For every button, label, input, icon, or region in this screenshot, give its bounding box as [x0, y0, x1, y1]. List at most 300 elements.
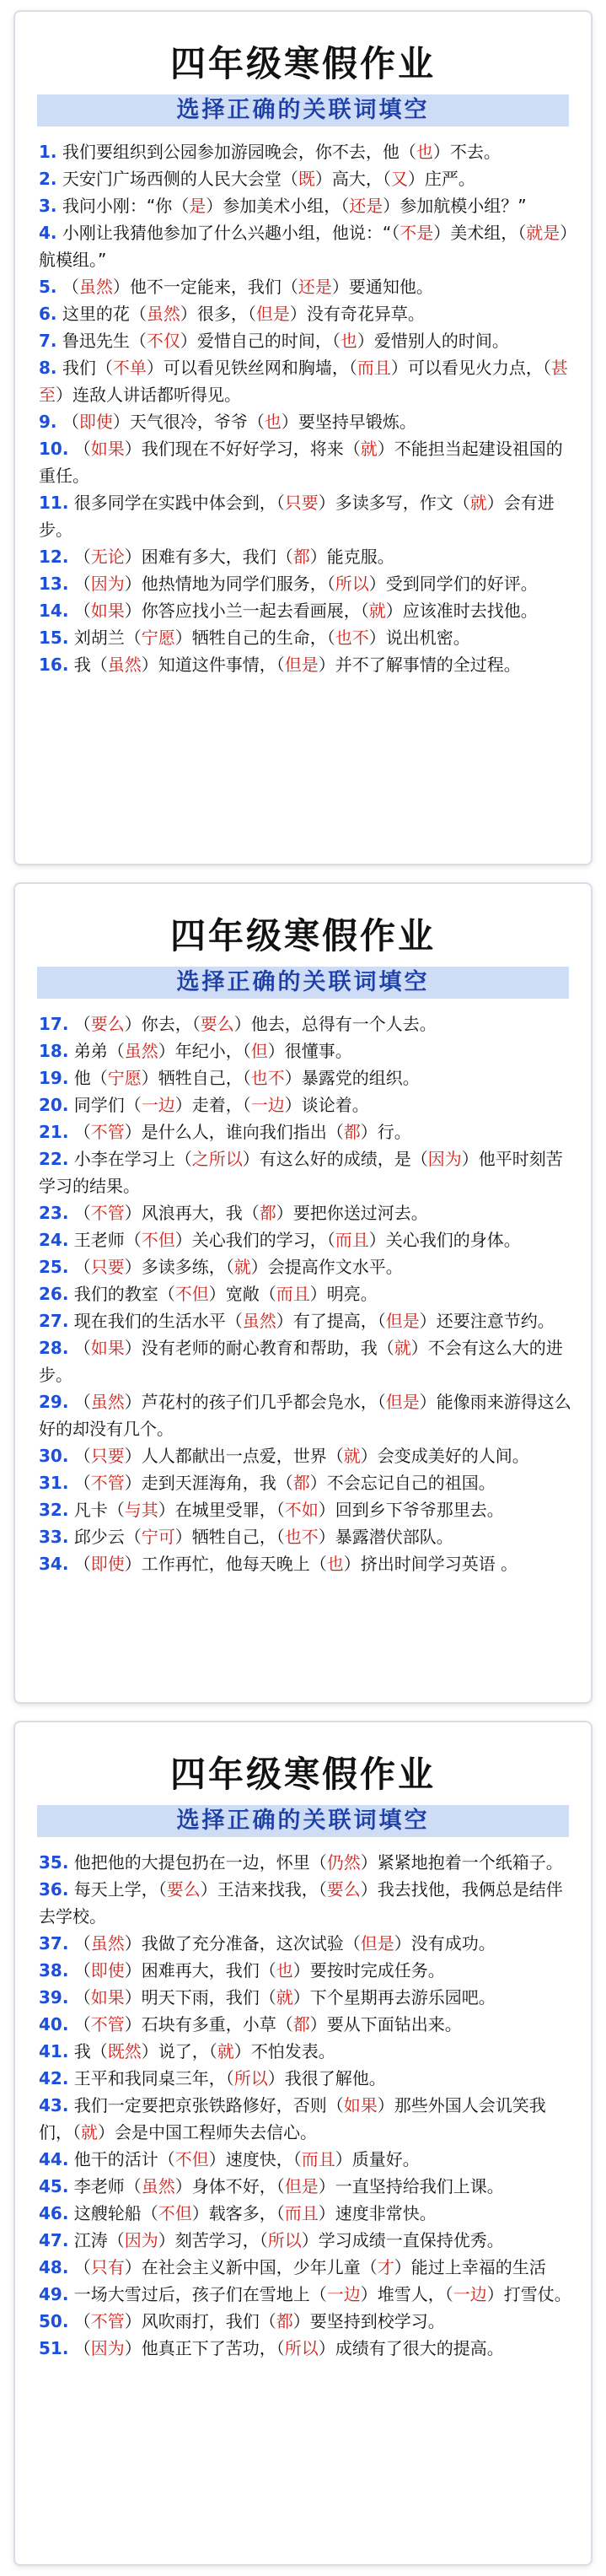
question-text: 他（ — [73, 1068, 108, 1088]
question-text: ）爱惜自己的时间，（ — [180, 331, 341, 351]
answer-word: 还是 — [349, 196, 383, 216]
question-number: 20. — [39, 1095, 69, 1115]
question-text: ）可以看见火力点，（ — [390, 358, 551, 378]
question-text: ）走着，（ — [174, 1095, 251, 1115]
question-text: ）能克服。 — [309, 547, 394, 567]
answer-word: 虽然 — [107, 655, 142, 675]
question-text: 我问小刚：“你（ — [62, 196, 190, 216]
answer-word: 即使 — [78, 412, 113, 432]
answer-word: 都 — [276, 2311, 293, 2331]
question-text: ）我们现在不好好学习，将来（ — [124, 439, 361, 459]
answer-word: 不但 — [174, 1284, 209, 1304]
answer-word: 如果 — [343, 2095, 378, 2115]
question-item — [39, 192, 572, 219]
answer-word: 只要 — [90, 1257, 125, 1277]
question-item — [39, 1280, 572, 1307]
answer-word: 只要 — [90, 1446, 125, 1466]
question-text: 小李在学习上（ — [73, 1149, 192, 1169]
question-item — [39, 300, 572, 327]
question-number: 14. — [39, 601, 69, 621]
question-item — [39, 2200, 572, 2227]
question-number: 37. — [39, 1933, 69, 1954]
question-text: 很多同学在实践中体会到，（ — [73, 493, 285, 513]
question-text: ）他平时刻苦学习的结果。 — [39, 1149, 563, 1196]
question-text: ）没有奇花异草。 — [289, 304, 425, 324]
answer-word: 要么 — [90, 1014, 125, 1034]
answer-word: 只有 — [90, 2257, 125, 2277]
question-number: 39. — [39, 1987, 69, 2007]
answer-word: 要么 — [326, 1879, 361, 1900]
answer-word: 而且 — [301, 2149, 335, 2169]
question-item — [39, 1930, 572, 1957]
question-text: ）刻苦学习，（ — [158, 2230, 268, 2250]
question-text: 刘胡兰（ — [73, 628, 142, 648]
question-text: 他干的活计（ — [73, 2149, 175, 2169]
question-text: ）芦花村的孩子们几乎都会凫水，（ — [124, 1392, 386, 1412]
question-list — [39, 1849, 572, 2362]
question-number: 46. — [39, 2203, 69, 2223]
question-text: ）不能担当起建设祖国的重任。 — [39, 439, 563, 486]
question-text: ）在社会主义新中国，少年儿童（ — [124, 2257, 378, 2277]
answer-word: 虽然 — [90, 1933, 125, 1954]
answer-word: 就 — [469, 493, 487, 513]
question-text: ）说了，（ — [141, 2041, 217, 2061]
question-number: 41. — [39, 2041, 69, 2061]
question-number: 5. — [39, 277, 57, 297]
question-number: 35. — [39, 1852, 69, 1873]
question-text: ）身体不好，（ — [174, 2176, 285, 2196]
question-number: 32. — [39, 1500, 69, 1520]
question-text: ）他热情地为同学们服务，（ — [124, 574, 335, 594]
question-number: 34. — [39, 1554, 69, 1574]
answer-word: 就 — [233, 1257, 251, 1277]
question-item — [39, 597, 572, 624]
question-number: 21. — [39, 1122, 69, 1142]
answer-word: 不管 — [90, 1122, 125, 1142]
question-item — [39, 138, 572, 165]
worksheet-subtitle: 选择正确的关联词填空 — [37, 967, 569, 999]
question-number: 15. — [39, 628, 69, 648]
question-text: ）他去，总得有一个人去。 — [233, 1014, 437, 1034]
question-number: 24. — [39, 1230, 69, 1250]
answer-word: 因为 — [90, 2338, 125, 2358]
question-text: ）谈论着。 — [284, 1095, 369, 1115]
question-text: （ — [73, 1473, 91, 1493]
answer-word: 也 — [326, 1554, 344, 1574]
answer-word: 也不 — [335, 628, 369, 648]
question-text: 王平和我同桌三年，（ — [73, 2068, 234, 2088]
answer-word: 一边 — [326, 2284, 361, 2304]
question-number: 2. — [39, 169, 57, 189]
question-item — [39, 2173, 572, 2200]
question-text: ）庄严。 — [407, 169, 475, 189]
question-number: 6. — [39, 304, 57, 324]
question-text: ）高大，（ — [314, 169, 391, 189]
answer-word: 不但 — [141, 1230, 175, 1250]
question-text: ）有了提高，（ — [276, 1311, 386, 1331]
question-item — [39, 1199, 572, 1226]
question-text: ）他真正下了苦功，（ — [124, 2338, 285, 2358]
question-text: （ — [73, 1257, 91, 1277]
question-text: （ — [73, 1392, 91, 1412]
answer-word: 因为 — [124, 2230, 158, 2250]
answer-word: 不但 — [158, 2203, 192, 2223]
question-item — [39, 1550, 572, 1577]
question-number: 31. — [39, 1473, 69, 1493]
answer-word: 但是 — [255, 304, 290, 324]
question-item — [39, 1226, 572, 1253]
question-text: ）暴露党的组织。 — [284, 1068, 420, 1088]
question-text: ）不会有这么大的进步。 — [39, 1338, 563, 1385]
question-text: （ — [73, 1446, 91, 1466]
question-text: （ — [73, 1933, 91, 1954]
answer-word: 不如 — [284, 1500, 319, 1520]
question-item — [39, 2281, 572, 2308]
answer-word: 就 — [394, 1338, 411, 1358]
question-text: 一场大雪过后，孩子们在雪地上（ — [73, 2284, 327, 2304]
question-text: ）在城里受罪，（ — [158, 1500, 285, 1520]
question-text: 我们（ — [62, 358, 113, 378]
question-number: 48. — [39, 2257, 69, 2277]
question-text: ）知道这件事情，（ — [141, 655, 285, 675]
question-item — [39, 408, 572, 435]
answer-word: 宁愿 — [107, 1068, 142, 1088]
answer-word: 即使 — [90, 1960, 125, 1981]
question-number: 51. — [39, 2338, 69, 2358]
answer-word: 要么 — [166, 1879, 201, 1900]
question-text: ）速度非常快。 — [318, 2203, 437, 2223]
question-text: 同学们（ — [73, 1095, 142, 1115]
question-text: ）是什么人，谁向我们指出（ — [124, 1122, 344, 1142]
question-text: （ — [73, 2014, 91, 2034]
question-text: ）参加美术小组，（ — [206, 196, 350, 216]
question-item — [39, 2011, 572, 2038]
worksheet-subtitle: 选择正确的关联词填空 — [37, 94, 569, 127]
question-text: ）关心我们的身体。 — [368, 1230, 521, 1250]
answer-word: 宁愿 — [141, 628, 175, 648]
question-text: ）质量好。 — [335, 2149, 420, 2169]
answer-word: 虽然 — [124, 1041, 158, 1061]
question-text: ）载客多，（ — [191, 2203, 285, 2223]
answer-word: 又 — [390, 169, 408, 189]
question-text: 这艘轮船（ — [73, 2203, 158, 2223]
question-item — [39, 1037, 572, 1064]
question-number: 18. — [39, 1041, 69, 1061]
answer-word: 所以 — [233, 2068, 268, 2088]
question-text: ）回到乡下爷爷那里去。 — [318, 1500, 504, 1520]
question-text: 王老师（ — [73, 1230, 142, 1250]
question-text: 这里的花（ — [62, 304, 147, 324]
question-text: ）我做了充分准备，这次试验（ — [124, 1933, 361, 1954]
question-number: 23. — [39, 1203, 69, 1223]
worksheet-title: 四年级寒假作业 — [169, 1754, 436, 1795]
question-number: 47. — [39, 2230, 69, 2250]
answer-word: 但是 — [385, 1311, 420, 1331]
answer-word: 既 — [298, 169, 315, 189]
answer-word: 都 — [292, 1473, 310, 1493]
answer-word: 而且 — [335, 1230, 369, 1250]
question-number: 36. — [39, 1879, 69, 1900]
question-item — [39, 1849, 572, 1876]
answer-word: 不仅 — [146, 331, 180, 351]
question-item — [39, 165, 572, 192]
question-item — [39, 2335, 572, 2362]
answer-word: 就 — [368, 601, 386, 621]
question-item — [39, 1253, 572, 1280]
question-number: 45. — [39, 2176, 69, 2196]
answer-word: 都 — [292, 547, 310, 567]
question-item — [39, 2065, 572, 2092]
question-text: ）有这么好的成绩，是（ — [242, 1149, 428, 1169]
question-number: 4. — [39, 223, 57, 243]
question-text: （ — [73, 574, 91, 594]
question-text: ）爱惜别人的时间。 — [357, 331, 509, 351]
answer-word: 如果 — [90, 1987, 125, 2007]
answer-word: 一边 — [453, 2284, 487, 2304]
answer-word: 就 — [276, 1987, 293, 2007]
question-number: 28. — [39, 1338, 69, 1358]
answer-word: 而且 — [284, 2203, 319, 2223]
question-list — [39, 138, 572, 678]
answer-word: 也 — [340, 331, 357, 351]
question-text: ）美术组，（ — [433, 223, 527, 243]
question-text: ）多读多写，作文（ — [318, 493, 470, 513]
question-text: ）成绩有了很大的提高。 — [318, 2338, 504, 2358]
question-text: ）可以看见铁丝网和胸墙，（ — [146, 358, 357, 378]
question-text: ）要坚持早锻炼。 — [281, 412, 416, 432]
question-text: ）要按时完成任务。 — [292, 1960, 445, 1981]
question-text: 李老师（ — [73, 2176, 142, 2196]
question-item — [39, 354, 572, 408]
question-item — [39, 1145, 572, 1199]
answer-word: 如果 — [90, 601, 125, 621]
answer-word: 就是 — [526, 223, 560, 243]
answer-word: 虽然 — [90, 1392, 125, 1412]
answer-word: 要么 — [200, 1014, 234, 1034]
question-text: ）关心我们的学习，（ — [174, 1230, 335, 1250]
question-text: ）学习成绩一直保持优秀。 — [301, 2230, 504, 2250]
answer-word: 因为 — [90, 574, 125, 594]
question-text: ）一直坚持给我们上课。 — [318, 2176, 504, 2196]
question-number: 7. — [39, 331, 57, 351]
answer-word: 而且 — [357, 358, 391, 378]
question-text: ）不怕发表。 — [233, 2041, 335, 2061]
answer-word: 也 — [264, 412, 282, 432]
question-list — [39, 1010, 572, 1577]
answer-word: 不是 — [400, 223, 434, 243]
answer-word: 才 — [377, 2257, 394, 2277]
question-text: ）牺牲自己的生命，（ — [174, 628, 335, 648]
question-text: ）没有老师的耐心教育和帮助，我（ — [124, 1338, 394, 1358]
answer-word: 虽然 — [146, 304, 180, 324]
question-text: （ — [73, 2257, 91, 2277]
answer-word: 就 — [360, 439, 378, 459]
answer-word: 无论 — [90, 547, 125, 567]
question-text: ）风吹雨打，我们（ — [124, 2311, 276, 2331]
answer-word: 如果 — [90, 439, 125, 459]
question-text: ）困难有多大，我们（ — [124, 547, 293, 567]
question-number: 17. — [39, 1014, 69, 1034]
answer-word: 都 — [259, 1203, 276, 1223]
question-text: ）明天下雨，我们（ — [124, 1987, 276, 2007]
question-item — [39, 2308, 572, 2335]
question-text: 邱少云（ — [73, 1527, 142, 1547]
question-number: 29. — [39, 1392, 69, 1412]
question-text: ）要通知他。 — [331, 277, 433, 297]
question-text: 凡卡（ — [73, 1500, 125, 1520]
question-item — [39, 624, 572, 651]
question-text: ）暴露潜伏部队。 — [318, 1527, 453, 1547]
question-item — [39, 1010, 572, 1037]
question-item — [39, 2038, 572, 2065]
question-item — [39, 651, 572, 678]
question-item — [39, 1469, 572, 1496]
question-number: 40. — [39, 2014, 69, 2034]
question-number: 12. — [39, 547, 69, 567]
answer-word: 虽然 — [78, 277, 113, 297]
question-number: 11. — [39, 493, 69, 513]
question-text: ）他不一定能来，我们（ — [112, 277, 298, 297]
question-number: 19. — [39, 1068, 69, 1088]
question-text: （ — [73, 2311, 91, 2331]
answer-word: 但是 — [284, 2176, 319, 2196]
question-text: ）速度快，（ — [208, 2149, 302, 2169]
question-number: 30. — [39, 1446, 69, 1466]
question-item — [39, 1442, 572, 1469]
question-text: 天安门广场西侧的人民大会堂（ — [62, 169, 298, 189]
question-item — [39, 219, 572, 273]
answer-word: 所以 — [284, 2338, 319, 2358]
question-text: ）行。 — [360, 1122, 411, 1142]
question-text: （ — [73, 1338, 91, 1358]
question-number: 8. — [39, 358, 57, 378]
question-item — [39, 1064, 572, 1091]
question-text: ）挤出时间学习英语 。 — [343, 1554, 518, 1574]
question-number: 49. — [39, 2284, 69, 2304]
question-item — [39, 1307, 572, 1334]
question-text: ）航模组。” — [39, 223, 569, 270]
question-text: ）天气很冷，爷爷（ — [112, 412, 265, 432]
question-item — [39, 327, 572, 354]
question-text: 每天上学，（ — [73, 1879, 167, 1900]
question-text: ）你去，（ — [124, 1014, 201, 1034]
question-text: （ — [73, 547, 91, 567]
question-number: 3. — [39, 196, 57, 216]
question-item — [39, 2092, 572, 2146]
question-text: ）能像雨来游得这么好的却没有几个。 — [39, 1392, 571, 1439]
question-text: ）明亮。 — [309, 1284, 378, 1304]
question-text: 我们要组织到公园参加游园晚会，你不去，他（ — [62, 142, 416, 162]
question-number: 26. — [39, 1284, 69, 1304]
question-number: 33. — [39, 1527, 69, 1547]
question-number: 25. — [39, 1257, 69, 1277]
answer-word: 而且 — [276, 1284, 310, 1304]
question-text: ）我很了解他。 — [267, 2068, 386, 2088]
question-text: ）牺牲自己，（ — [141, 1068, 251, 1088]
question-text: ）会提高作文水平。 — [250, 1257, 403, 1277]
answer-word: 因为 — [427, 1149, 462, 1169]
question-text: ）困难再大，我们（ — [124, 1960, 276, 1981]
question-item — [39, 1118, 572, 1145]
worksheet-subtitle: 选择正确的关联词填空 — [37, 1805, 569, 1837]
question-text: 我（ — [73, 655, 108, 675]
question-text: ）下个星期再去游乐园吧。 — [292, 1987, 496, 2007]
worksheet-card-2 — [15, 884, 591, 1702]
question-item — [39, 1984, 572, 2011]
answer-word: 宁可 — [141, 1527, 175, 1547]
question-text: （ — [73, 1960, 91, 1981]
answer-word: 只要 — [284, 493, 319, 513]
answer-word: 如果 — [90, 1338, 125, 1358]
answer-word: 就 — [81, 2122, 98, 2142]
question-text: 小刚让我猜他参加了什么兴趣小组，他说：“（ — [62, 223, 400, 243]
question-text: ）不去。 — [432, 142, 501, 162]
answer-word: 甚至 — [39, 358, 568, 405]
question-text: （ — [62, 412, 79, 432]
question-text: ）参加航模小组？” — [383, 196, 527, 216]
question-text: ）年纪小，（ — [158, 1041, 251, 1061]
question-text: ）牺牲自己，（ — [174, 1527, 285, 1547]
answer-word: 不但 — [174, 2149, 209, 2169]
question-text: ）风浪再大，我（ — [124, 1203, 260, 1223]
question-number: 1. — [39, 142, 57, 162]
question-text: ）能过上幸福的生活 — [394, 2257, 546, 2277]
question-text: ）打雪仗。 — [486, 2284, 571, 2304]
answer-word: 还是 — [298, 277, 332, 297]
worksheet-card-1 — [15, 12, 591, 864]
answer-word: 虽然 — [242, 1311, 276, 1331]
question-item — [39, 1496, 572, 1523]
answer-word: 之所以 — [191, 1149, 243, 1169]
question-text: 我们一定要把京张铁路修好，否则（ — [73, 2095, 344, 2115]
question-text: ）没有成功。 — [394, 1933, 496, 1954]
question-text: ）石块有多重，小草（ — [124, 2014, 293, 2034]
answer-word: 都 — [292, 2014, 310, 2034]
worksheet-title: 四年级寒假作业 — [169, 915, 436, 957]
question-text: ）应该准时去找他。 — [385, 601, 538, 621]
question-text: ）王洁来找我，（ — [200, 1879, 327, 1900]
question-text: ）走到天涯海角，我（ — [124, 1473, 293, 1493]
question-text: （ — [62, 277, 79, 297]
question-text: ）很懂事。 — [267, 1041, 352, 1061]
question-item — [39, 1957, 572, 1984]
question-number: 9. — [39, 412, 57, 432]
answer-word: 就 — [343, 1446, 361, 1466]
question-item — [39, 435, 572, 489]
question-text: 我（ — [73, 2041, 108, 2061]
question-text: ）会有进步。 — [39, 493, 555, 540]
question-text: （ — [73, 439, 91, 459]
answer-word: 都 — [343, 1122, 361, 1142]
question-text: ）要从下面钻出来。 — [309, 2014, 462, 2034]
question-text: ）紧紧地抱着一个纸箱子。 — [360, 1852, 563, 1873]
answer-word: 仍然 — [326, 1852, 361, 1873]
question-text: 弟弟（ — [73, 1041, 125, 1061]
question-text: ）连敌人讲话都听得见。 — [56, 385, 241, 405]
question-text: ）那些外国人会讥笑我们，（ — [39, 2095, 546, 2142]
question-item — [39, 2227, 572, 2254]
answer-word: 与其 — [124, 1500, 158, 1520]
question-text: （ — [73, 1014, 91, 1034]
answer-word: 也不 — [284, 1527, 319, 1547]
answer-word: 虽然 — [141, 2176, 175, 2196]
question-text: ）人人都献出一点爱，世界（ — [124, 1446, 344, 1466]
question-text: ）我去找他，我俩总是结伴去学校。 — [39, 1879, 563, 1927]
question-text: （ — [73, 1554, 91, 1574]
worksheet-title: 四年级寒假作业 — [169, 43, 436, 84]
question-text: ）多读多练，（ — [124, 1257, 234, 1277]
question-item — [39, 1091, 572, 1118]
